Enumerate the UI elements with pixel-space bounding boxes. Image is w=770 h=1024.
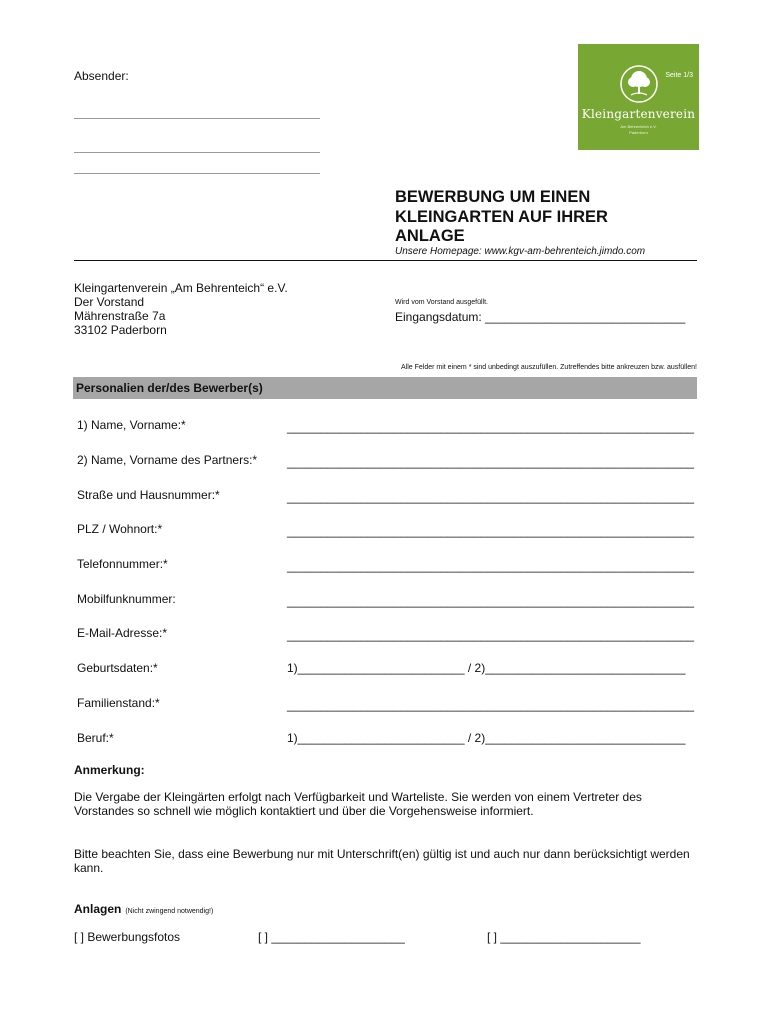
field-label-name: 1) Name, Vorname:*	[77, 418, 186, 432]
field-label-phone: Telefonnummer:*	[77, 557, 168, 571]
field-input-birthdates[interactable]: 1)_________________________ / 2)______________________________	[287, 661, 686, 675]
field-label-occupation: Beruf:*	[77, 731, 114, 745]
field-input-partner-name[interactable]: _____________________________________________________________	[287, 455, 695, 469]
field-input-name[interactable]: _____________________________________________________________	[287, 420, 695, 434]
field-label-mobile: Mobilfunknummer:	[77, 592, 176, 606]
recipient-line-1: Kleingartenverein „Am Behrenteich“ e.V.	[74, 281, 288, 295]
field-input-email[interactable]: _____________________________________________________________	[287, 628, 695, 642]
tree-icon	[619, 64, 659, 104]
field-input-marital-status[interactable]: _____________________________________________________________	[287, 698, 695, 712]
sender-line-1[interactable]	[74, 118, 320, 119]
office-use-note: Wird vom Vorstand ausgefüllt.	[395, 299, 488, 306]
homepage-link: Unsere Homepage: www.kgv-am-behrenteich.jimdo.com	[395, 246, 646, 257]
field-label-email: E-Mail-Adresse:*	[77, 626, 168, 640]
field-label-street: Straße und Hausnummer:*	[77, 488, 220, 502]
field-label-marital-status: Familienstand:*	[77, 696, 160, 710]
received-date-field[interactable]: Eingangsdatum: ______________________________	[395, 310, 686, 324]
recipient-address	[74, 281, 288, 337]
club-logo	[578, 44, 699, 150]
field-label-zip-city: PLZ / Wohnort:*	[77, 522, 163, 536]
recipient-line-4: 33102 Paderborn	[74, 323, 167, 337]
title-line-2: KLEINGARTEN AUF IHRER	[395, 207, 608, 226]
field-input-phone[interactable]: _____________________________________________________________	[287, 559, 695, 573]
sender-line-2[interactable]	[74, 152, 320, 153]
page-number: Seite 1/3	[665, 72, 693, 79]
attachment-checkbox-photos[interactable]: [ ] Bewerbungsfotos	[74, 930, 181, 944]
attachment-checkbox-other-2[interactable]: [ ] _____________________	[487, 930, 641, 944]
recipient-line-3: Mährenstraße 7a	[74, 309, 166, 323]
field-label-partner-name: 2) Name, Vorname des Partners:*	[77, 453, 258, 467]
attachments-heading-label: Anlagen	[74, 902, 122, 916]
required-fields-hint: Alle Felder mit einem * sind unbedingt auszufüllen. Zutreffendes bitte ankreuzen bzw. ausfüllen!	[401, 364, 697, 371]
logo-subtitle-2: Paderborn	[629, 130, 648, 135]
field-input-street[interactable]: _____________________________________________________________	[287, 490, 695, 504]
header-divider	[74, 260, 697, 261]
attachments-heading	[74, 902, 213, 916]
field-label-birthdates: Geburtsdaten:*	[77, 661, 158, 675]
field-input-zip-city[interactable]: _____________________________________________________________	[287, 524, 695, 538]
remark-heading: Anmerkung:	[74, 763, 145, 777]
logo-subtitle-1: Am Behrenteich e.V.	[620, 124, 657, 129]
recipient-line-2: Der Vorstand	[74, 295, 145, 309]
title-line-1: BEWERBUNG UM EINEN	[395, 188, 591, 206]
logo-brand: Kleingartenverein	[581, 107, 696, 121]
remark-paragraph-2: Bitte beachten Sie, dass eine Bewerbung nur mit Unterschrift(en) gültig ist und auch nur dann berücksichtigt werden kann.	[74, 847, 690, 875]
sender-line-3[interactable]	[74, 173, 320, 174]
field-input-mobile[interactable]: _____________________________________________________________	[287, 594, 695, 608]
attachment-checkbox-other-1[interactable]: [ ] ____________________	[258, 930, 405, 944]
document-title	[395, 188, 695, 247]
attachments-note: (Nicht zwingend notwendig!)	[125, 908, 214, 915]
sender-label: Absender:	[74, 69, 129, 83]
remark-paragraph-1: Die Vergabe der Kleingärten erfolgt nach Verfügbarkeit und Warteliste. Sie werden von einem Vertreter des Vorstandes so schnell wie möglich kontaktiert und über die Vorgehensweise informiert.	[74, 790, 642, 818]
title-line-3: ANLAGE	[395, 227, 465, 245]
section-header-personal: Personalien der/des Bewerber(s)	[73, 377, 697, 399]
field-input-occupation[interactable]: 1)_________________________ / 2)______________________________	[287, 731, 686, 745]
